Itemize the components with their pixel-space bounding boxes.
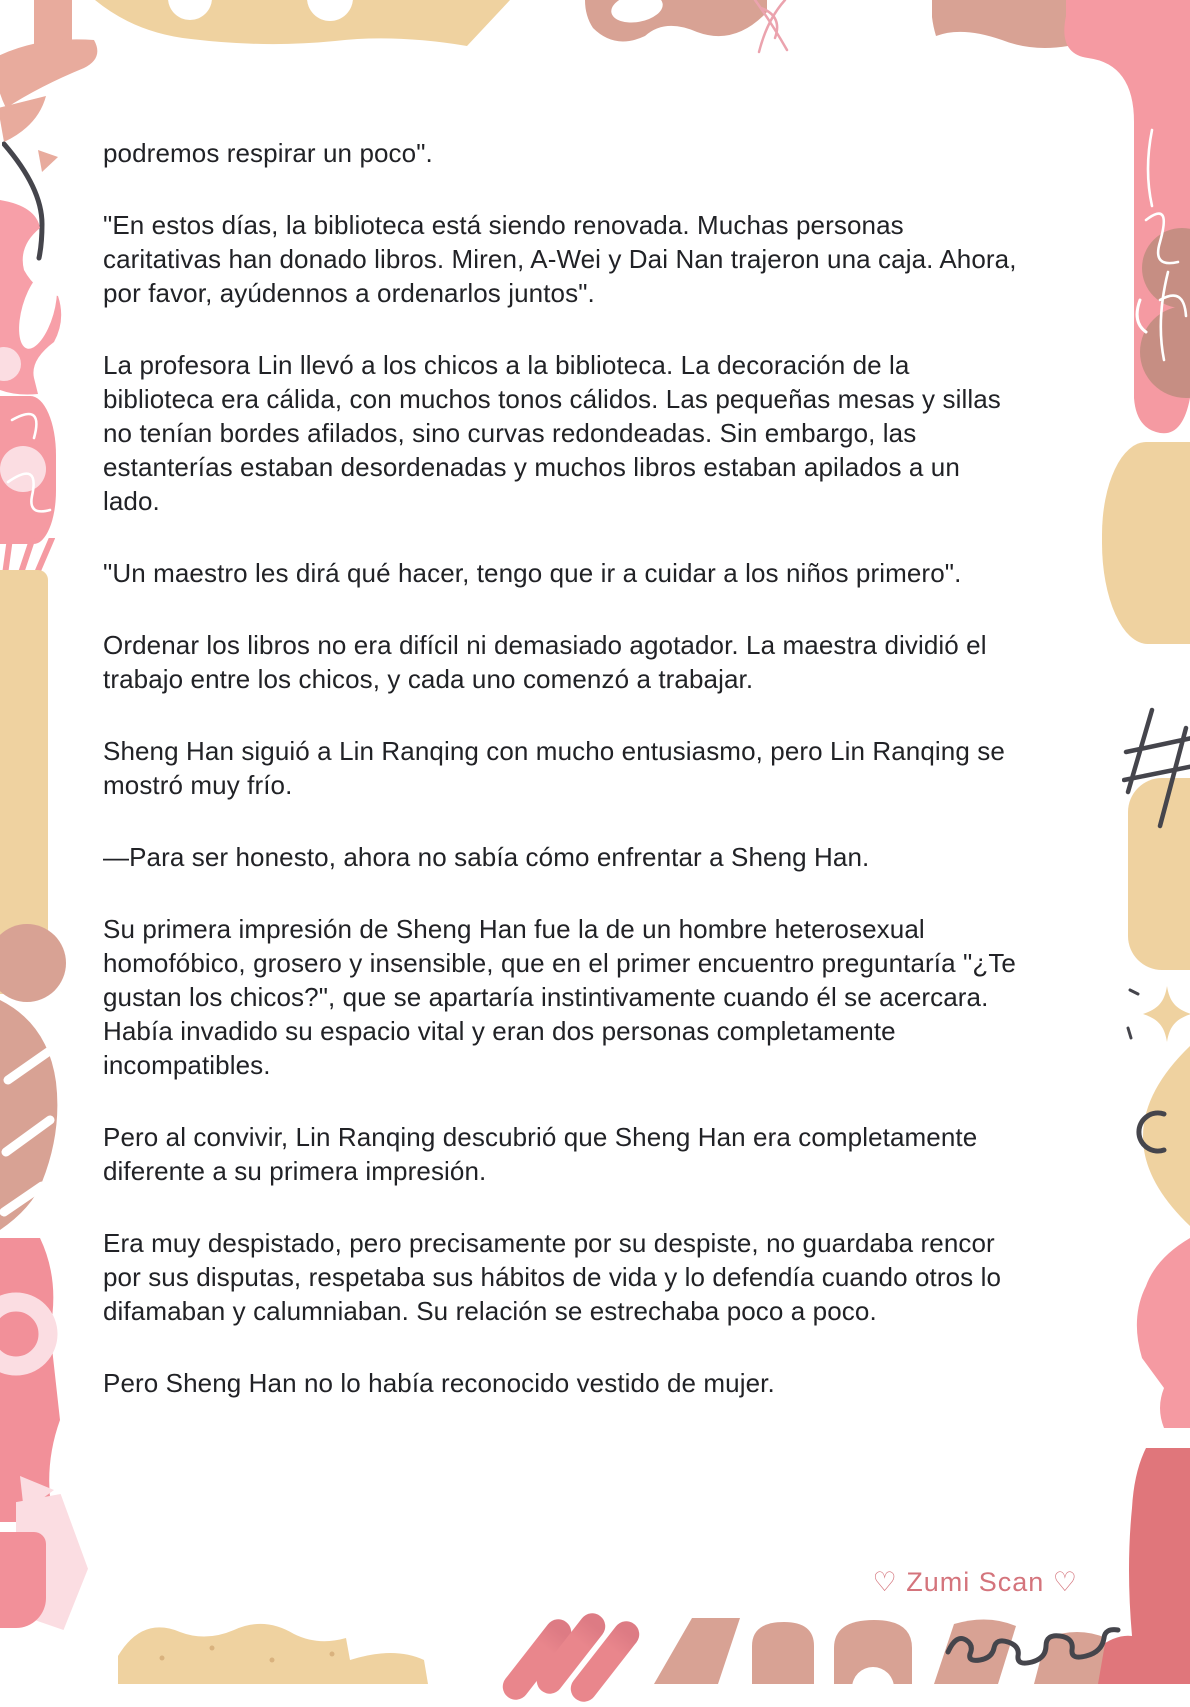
coral-piece-bottom-left [0,1532,46,1628]
tan-blob-right-upper [1102,442,1190,644]
tan-strip-top [95,0,515,48]
paragraph: Su primera impresión de Sheng Han fue la de un hombre heterosexual homofóbico, grosero y insensible, que en el primer encuentro preguntaría "¿Te gustan los chicos?", que se apartaría instintivamente cuando él se acercara. Había invadido su espacio vital y eran dos personas completamente incompatibles. [103,914,1016,1080]
rose-blob-top [585,0,767,46]
rose-feather [0,1000,62,1234]
pink-blob-left [0,198,66,396]
paragraph: Ordenar los libros no era difícil ni demasiado agotador. La maestra dividió el trabajo entre los chicos, y cada uno comenzó a trabajar. [103,630,987,694]
sparkle-icon [1142,986,1190,1042]
paragraph: Era muy despistado, pero precisamente por su despiste, no guardaba rencor por sus disputas, respetaba sus hábitos de vida y lo defendía cuando otros lo difamaban y calumniaban. Su relación se estrechaba poco a poco. [103,1228,1002,1326]
paragraph: —Para ser honesto, ahora no sabía cómo enfrentar a Sheng Han. [103,842,870,872]
novel-text [103,136,1019,1438]
tan-blob-bottom [92,1608,472,1684]
hash-doodle-icon [1122,706,1190,830]
paragraph: La profesora Lin llevó a los chicos a la biblioteca. La decoración de la biblioteca era cálida, con muchos tonos cálidos. Las pequeñas mesas y sillas no tenían bordes afilados, sino curvas redondeadas. Sin embargo, las estanterías estaban desordenadas y muchos libros estaban apilados a un lado. [103,350,1001,516]
paragraph: "En estos días, la biblioteca está siendo renovada. Muchas personas caritativas han donado libros. Miren, A-Wei y Dai Nan trajeron una caja. Ahora, por favor, ayúdennos a ordenarlos juntos". [103,210,1017,308]
tick-marks [1126,988,1142,1040]
paragraph: Pero Sheng Han no lo había reconocido vestido de mujer. [103,1368,775,1398]
scan-credit: ♡ Zumi Scan ♡ [872,1567,1078,1597]
rose-piece-top-right [932,0,1068,48]
paragraph: "Un maestro les dirá qué hacer, tengo que ir a cuidar a los niños primero". [103,558,962,588]
rose-circle [0,924,66,1002]
pink-shape-lower-right [1136,1238,1190,1428]
pink-band-right [1056,0,1190,444]
scribble-x-icon [745,0,795,54]
squiggle-doodle-icon [944,1614,1124,1670]
paragraph: Pero al convivir, Lin Ranqing descubrió que Sheng Han era completamente diferente a su primera impresión. [103,1122,978,1186]
pink-shape-lower-left [0,1238,62,1522]
c-curve-doodle-icon [1124,1106,1178,1158]
script-doodle-icon [4,398,58,528]
paragraph: podremos respirar un poco". [103,138,433,168]
paragraph: Sheng Han siguió a Lin Ranqing con mucho entusiasmo, pero Lin Ranqing se mostró muy frío. [103,736,1005,800]
